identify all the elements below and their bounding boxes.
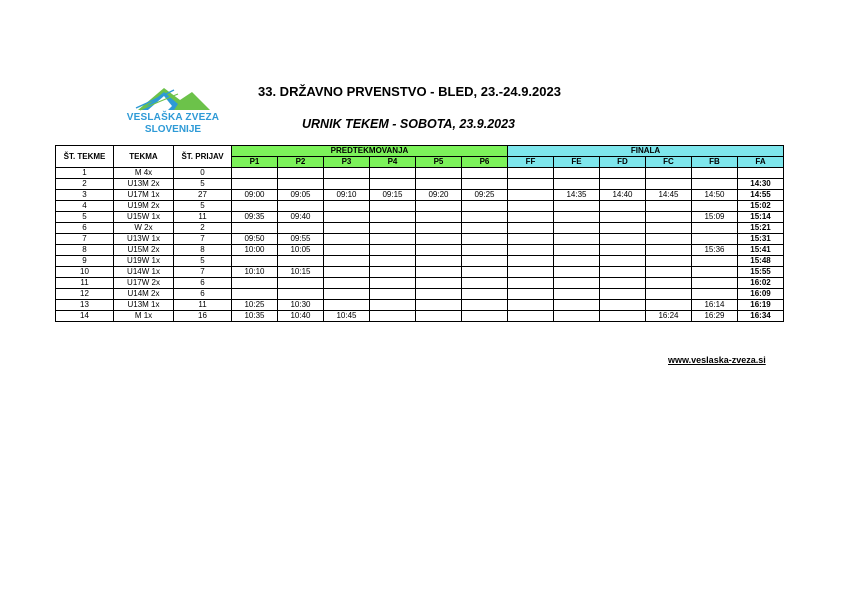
heat-time-cell bbox=[232, 179, 278, 190]
race-cell: U19W 1x bbox=[114, 256, 174, 267]
final-time-cell bbox=[600, 223, 646, 234]
logo-text-line2: SLOVENIJE bbox=[144, 124, 202, 135]
final-time-cell bbox=[554, 223, 600, 234]
final-time-cell bbox=[646, 245, 692, 256]
table-row bbox=[56, 179, 784, 190]
final-time-cell bbox=[600, 212, 646, 223]
race-no-cell: 10 bbox=[56, 267, 114, 278]
heat-time-cell bbox=[324, 267, 370, 278]
race-no-cell: 14 bbox=[56, 311, 114, 322]
final-time-cell bbox=[646, 300, 692, 311]
final-time-cell: 15:02 bbox=[738, 201, 784, 212]
final-time-cell bbox=[554, 212, 600, 223]
header-finals-group: FINALA bbox=[508, 146, 784, 157]
race-no-cell: 9 bbox=[56, 256, 114, 267]
header-final-fc: FC bbox=[646, 157, 692, 168]
final-time-cell bbox=[508, 245, 554, 256]
heat-time-cell bbox=[462, 212, 508, 223]
header-final-fe: FE bbox=[554, 157, 600, 168]
heat-time-cell: 09:15 bbox=[370, 190, 416, 201]
heat-time-cell bbox=[416, 179, 462, 190]
final-time-cell bbox=[600, 201, 646, 212]
heat-time-cell: 10:05 bbox=[278, 245, 324, 256]
final-time-cell bbox=[600, 267, 646, 278]
heat-time-cell bbox=[278, 168, 324, 179]
heat-time-cell bbox=[416, 278, 462, 289]
header-heat-p4: P4 bbox=[370, 157, 416, 168]
heat-time-cell bbox=[232, 256, 278, 267]
heat-time-cell: 09:35 bbox=[232, 212, 278, 223]
heat-time-cell bbox=[324, 168, 370, 179]
heat-time-cell bbox=[370, 223, 416, 234]
heat-time-cell bbox=[370, 245, 416, 256]
final-time-cell: 15:55 bbox=[738, 267, 784, 278]
final-time-cell bbox=[600, 234, 646, 245]
final-time-cell: 15:14 bbox=[738, 212, 784, 223]
final-time-cell bbox=[508, 267, 554, 278]
final-time-cell bbox=[554, 289, 600, 300]
final-time-cell bbox=[508, 190, 554, 201]
final-time-cell: 15:21 bbox=[738, 223, 784, 234]
table-row bbox=[56, 168, 784, 179]
final-time-cell bbox=[692, 278, 738, 289]
table-row bbox=[56, 267, 784, 278]
heat-time-cell: 10:45 bbox=[324, 311, 370, 322]
heat-time-cell bbox=[278, 278, 324, 289]
final-time-cell bbox=[508, 289, 554, 300]
heat-time-cell bbox=[416, 267, 462, 278]
final-time-cell: 16:29 bbox=[692, 311, 738, 322]
heat-time-cell: 09:55 bbox=[278, 234, 324, 245]
header-final-ff: FF bbox=[508, 157, 554, 168]
entries-cell: 5 bbox=[174, 201, 232, 212]
race-no-cell: 2 bbox=[56, 179, 114, 190]
final-time-cell: 16:09 bbox=[738, 289, 784, 300]
race-cell: U15M 2x bbox=[114, 245, 174, 256]
final-time-cell bbox=[646, 278, 692, 289]
final-time-cell bbox=[600, 289, 646, 300]
entries-cell: 0 bbox=[174, 168, 232, 179]
heat-time-cell bbox=[370, 278, 416, 289]
heat-time-cell bbox=[232, 223, 278, 234]
final-time-cell bbox=[508, 311, 554, 322]
heat-time-cell: 10:00 bbox=[232, 245, 278, 256]
entries-cell: 7 bbox=[174, 234, 232, 245]
final-time-cell bbox=[508, 168, 554, 179]
schedule-table bbox=[55, 145, 784, 322]
heat-time-cell bbox=[462, 256, 508, 267]
final-time-cell bbox=[646, 289, 692, 300]
heat-time-cell bbox=[416, 168, 462, 179]
race-no-cell: 12 bbox=[56, 289, 114, 300]
final-time-cell bbox=[600, 300, 646, 311]
final-time-cell bbox=[554, 256, 600, 267]
final-time-cell bbox=[554, 245, 600, 256]
heat-time-cell bbox=[416, 234, 462, 245]
heat-time-cell bbox=[370, 234, 416, 245]
heat-time-cell bbox=[462, 201, 508, 212]
heat-time-cell: 09:40 bbox=[278, 212, 324, 223]
heat-time-cell: 10:30 bbox=[278, 300, 324, 311]
heat-time-cell bbox=[462, 245, 508, 256]
heat-time-cell bbox=[462, 289, 508, 300]
final-time-cell bbox=[554, 267, 600, 278]
logo bbox=[118, 82, 228, 138]
final-time-cell bbox=[646, 234, 692, 245]
race-cell: U15W 1x bbox=[114, 212, 174, 223]
final-time-cell: 14:35 bbox=[554, 190, 600, 201]
final-time-cell bbox=[554, 278, 600, 289]
race-no-cell: 1 bbox=[56, 168, 114, 179]
race-no-cell: 4 bbox=[56, 201, 114, 212]
heat-time-cell bbox=[278, 201, 324, 212]
final-time-cell bbox=[508, 223, 554, 234]
table-row bbox=[56, 245, 784, 256]
entries-cell: 11 bbox=[174, 300, 232, 311]
heat-time-cell bbox=[462, 267, 508, 278]
final-time-cell bbox=[554, 179, 600, 190]
race-no-cell: 7 bbox=[56, 234, 114, 245]
race-no-cell: 8 bbox=[56, 245, 114, 256]
heat-time-cell bbox=[324, 289, 370, 300]
entries-cell: 11 bbox=[174, 212, 232, 223]
final-time-cell bbox=[600, 179, 646, 190]
page-subtitle: URNIK TEKEM - SOBOTA, 23.9.2023 bbox=[302, 117, 516, 131]
final-time-cell bbox=[692, 256, 738, 267]
entries-cell: 27 bbox=[174, 190, 232, 201]
heat-time-cell bbox=[416, 223, 462, 234]
final-time-cell: 16:24 bbox=[646, 311, 692, 322]
race-no-cell: 3 bbox=[56, 190, 114, 201]
table-row bbox=[56, 190, 784, 201]
final-time-cell bbox=[692, 168, 738, 179]
table-row bbox=[56, 300, 784, 311]
header-final-fd: FD bbox=[600, 157, 646, 168]
heat-time-cell bbox=[324, 300, 370, 311]
final-time-cell bbox=[554, 201, 600, 212]
entries-cell: 2 bbox=[174, 223, 232, 234]
heat-time-cell bbox=[324, 278, 370, 289]
race-cell: U13M 2x bbox=[114, 179, 174, 190]
table-row bbox=[56, 234, 784, 245]
final-time-cell: 14:50 bbox=[692, 190, 738, 201]
final-time-cell bbox=[646, 179, 692, 190]
table-row bbox=[56, 201, 784, 212]
mountain-logo-icon bbox=[134, 82, 212, 112]
website-link[interactable]: www.veslaska-zveza.si bbox=[668, 355, 766, 365]
final-time-cell: 15:09 bbox=[692, 212, 738, 223]
heat-time-cell bbox=[324, 179, 370, 190]
final-time-cell bbox=[692, 234, 738, 245]
race-no-cell: 13 bbox=[56, 300, 114, 311]
heat-time-cell bbox=[370, 267, 416, 278]
heat-time-cell: 10:40 bbox=[278, 311, 324, 322]
header-heats-group: PREDTEKMOVANJA bbox=[232, 146, 508, 157]
race-cell: U13W 1x bbox=[114, 234, 174, 245]
race-cell: U17W 2x bbox=[114, 278, 174, 289]
table-row bbox=[56, 311, 784, 322]
final-time-cell: 16:34 bbox=[738, 311, 784, 322]
heat-time-cell bbox=[324, 223, 370, 234]
final-time-cell: 14:45 bbox=[646, 190, 692, 201]
entries-cell: 5 bbox=[174, 256, 232, 267]
heat-time-cell bbox=[278, 223, 324, 234]
heat-time-cell: 10:35 bbox=[232, 311, 278, 322]
header-final-fb: FB bbox=[692, 157, 738, 168]
heat-time-cell: 10:15 bbox=[278, 267, 324, 278]
heat-time-cell bbox=[370, 300, 416, 311]
heat-time-cell bbox=[370, 201, 416, 212]
heat-time-cell: 10:25 bbox=[232, 300, 278, 311]
entries-cell: 7 bbox=[174, 267, 232, 278]
heat-time-cell bbox=[462, 234, 508, 245]
header-race-no: ŠT. TEKME bbox=[56, 146, 114, 168]
header-heat-p5: P5 bbox=[416, 157, 462, 168]
final-time-cell bbox=[646, 168, 692, 179]
heat-time-cell bbox=[324, 212, 370, 223]
heat-time-cell: 09:05 bbox=[278, 190, 324, 201]
final-time-cell bbox=[692, 223, 738, 234]
final-time-cell bbox=[508, 278, 554, 289]
heat-time-cell bbox=[232, 278, 278, 289]
header-heat-p1: P1 bbox=[232, 157, 278, 168]
final-time-cell: 15:41 bbox=[738, 245, 784, 256]
final-time-cell: 15:31 bbox=[738, 234, 784, 245]
final-time-cell bbox=[646, 212, 692, 223]
heat-time-cell bbox=[370, 179, 416, 190]
final-time-cell bbox=[508, 234, 554, 245]
final-time-cell bbox=[600, 256, 646, 267]
heat-time-cell: 09:50 bbox=[232, 234, 278, 245]
heat-time-cell bbox=[462, 300, 508, 311]
final-time-cell: 15:36 bbox=[692, 245, 738, 256]
final-time-cell: 14:30 bbox=[738, 179, 784, 190]
race-cell: W 2x bbox=[114, 223, 174, 234]
final-time-cell: 14:40 bbox=[600, 190, 646, 201]
heat-time-cell bbox=[416, 289, 462, 300]
final-time-cell bbox=[692, 179, 738, 190]
final-time-cell bbox=[646, 201, 692, 212]
final-time-cell bbox=[738, 168, 784, 179]
page-title: 33. DRŽAVNO PRVENSTVO - BLED, 23.-24.9.2023 bbox=[258, 84, 561, 99]
heat-time-cell bbox=[370, 212, 416, 223]
race-cell: U19M 2x bbox=[114, 201, 174, 212]
race-cell: U14W 1x bbox=[114, 267, 174, 278]
final-time-cell bbox=[600, 311, 646, 322]
final-time-cell bbox=[692, 267, 738, 278]
heat-time-cell bbox=[462, 168, 508, 179]
final-time-cell bbox=[646, 223, 692, 234]
final-time-cell bbox=[508, 256, 554, 267]
heat-time-cell bbox=[370, 289, 416, 300]
entries-cell: 6 bbox=[174, 289, 232, 300]
entries-cell: 16 bbox=[174, 311, 232, 322]
heat-time-cell bbox=[416, 245, 462, 256]
race-no-cell: 5 bbox=[56, 212, 114, 223]
final-time-cell bbox=[508, 300, 554, 311]
final-time-cell: 14:55 bbox=[738, 190, 784, 201]
heat-time-cell bbox=[278, 256, 324, 267]
heat-time-cell bbox=[416, 256, 462, 267]
heat-time-cell bbox=[416, 300, 462, 311]
race-cell: U17M 1x bbox=[114, 190, 174, 201]
race-cell: U13M 1x bbox=[114, 300, 174, 311]
logo-text-line1: VESLAŠKA ZVEZA bbox=[126, 112, 220, 123]
heat-time-cell bbox=[416, 311, 462, 322]
final-time-cell: 16:14 bbox=[692, 300, 738, 311]
heat-time-cell bbox=[462, 179, 508, 190]
final-time-cell bbox=[508, 212, 554, 223]
heat-time-cell bbox=[370, 168, 416, 179]
heat-time-cell bbox=[278, 289, 324, 300]
final-time-cell: 16:02 bbox=[738, 278, 784, 289]
final-time-cell bbox=[554, 311, 600, 322]
race-cell: M 4x bbox=[114, 168, 174, 179]
final-time-cell bbox=[646, 267, 692, 278]
final-time-cell bbox=[508, 201, 554, 212]
table-row bbox=[56, 223, 784, 234]
race-no-cell: 11 bbox=[56, 278, 114, 289]
race-no-cell: 6 bbox=[56, 223, 114, 234]
table-row bbox=[56, 289, 784, 300]
heat-time-cell bbox=[232, 289, 278, 300]
final-time-cell: 15:48 bbox=[738, 256, 784, 267]
heat-time-cell bbox=[324, 234, 370, 245]
table-row bbox=[56, 212, 784, 223]
heat-time-cell bbox=[462, 311, 508, 322]
header-heat-p6: P6 bbox=[462, 157, 508, 168]
table-row bbox=[56, 278, 784, 289]
entries-cell: 6 bbox=[174, 278, 232, 289]
final-time-cell bbox=[600, 245, 646, 256]
entries-cell: 8 bbox=[174, 245, 232, 256]
heat-time-cell: 09:00 bbox=[232, 190, 278, 201]
heat-time-cell bbox=[324, 256, 370, 267]
heat-time-cell: 09:20 bbox=[416, 190, 462, 201]
final-time-cell bbox=[554, 168, 600, 179]
final-time-cell bbox=[646, 256, 692, 267]
header-heat-p3: P3 bbox=[324, 157, 370, 168]
heat-time-cell: 10:10 bbox=[232, 267, 278, 278]
entries-cell: 5 bbox=[174, 179, 232, 190]
race-cell: M 1x bbox=[114, 311, 174, 322]
header-heat-p2: P2 bbox=[278, 157, 324, 168]
header-final-fa: FA bbox=[738, 157, 784, 168]
final-time-cell: 16:19 bbox=[738, 300, 784, 311]
heat-time-cell bbox=[232, 201, 278, 212]
final-time-cell bbox=[554, 234, 600, 245]
header-entries: ŠT. PRIJAV bbox=[174, 146, 232, 168]
final-time-cell bbox=[600, 168, 646, 179]
heat-time-cell bbox=[232, 168, 278, 179]
final-time-cell bbox=[692, 289, 738, 300]
final-time-cell bbox=[508, 179, 554, 190]
heat-time-cell bbox=[416, 212, 462, 223]
heat-time-cell: 09:10 bbox=[324, 190, 370, 201]
table-row bbox=[56, 256, 784, 267]
heat-time-cell bbox=[462, 223, 508, 234]
heat-time-cell bbox=[370, 311, 416, 322]
final-time-cell bbox=[554, 300, 600, 311]
heat-time-cell bbox=[462, 278, 508, 289]
heat-time-cell bbox=[370, 256, 416, 267]
final-time-cell bbox=[692, 201, 738, 212]
heat-time-cell bbox=[324, 245, 370, 256]
heat-time-cell bbox=[416, 201, 462, 212]
heat-time-cell bbox=[278, 179, 324, 190]
heat-time-cell bbox=[324, 201, 370, 212]
final-time-cell bbox=[600, 278, 646, 289]
header-race: TEKMA bbox=[114, 146, 174, 168]
heat-time-cell: 09:25 bbox=[462, 190, 508, 201]
race-cell: U14M 2x bbox=[114, 289, 174, 300]
